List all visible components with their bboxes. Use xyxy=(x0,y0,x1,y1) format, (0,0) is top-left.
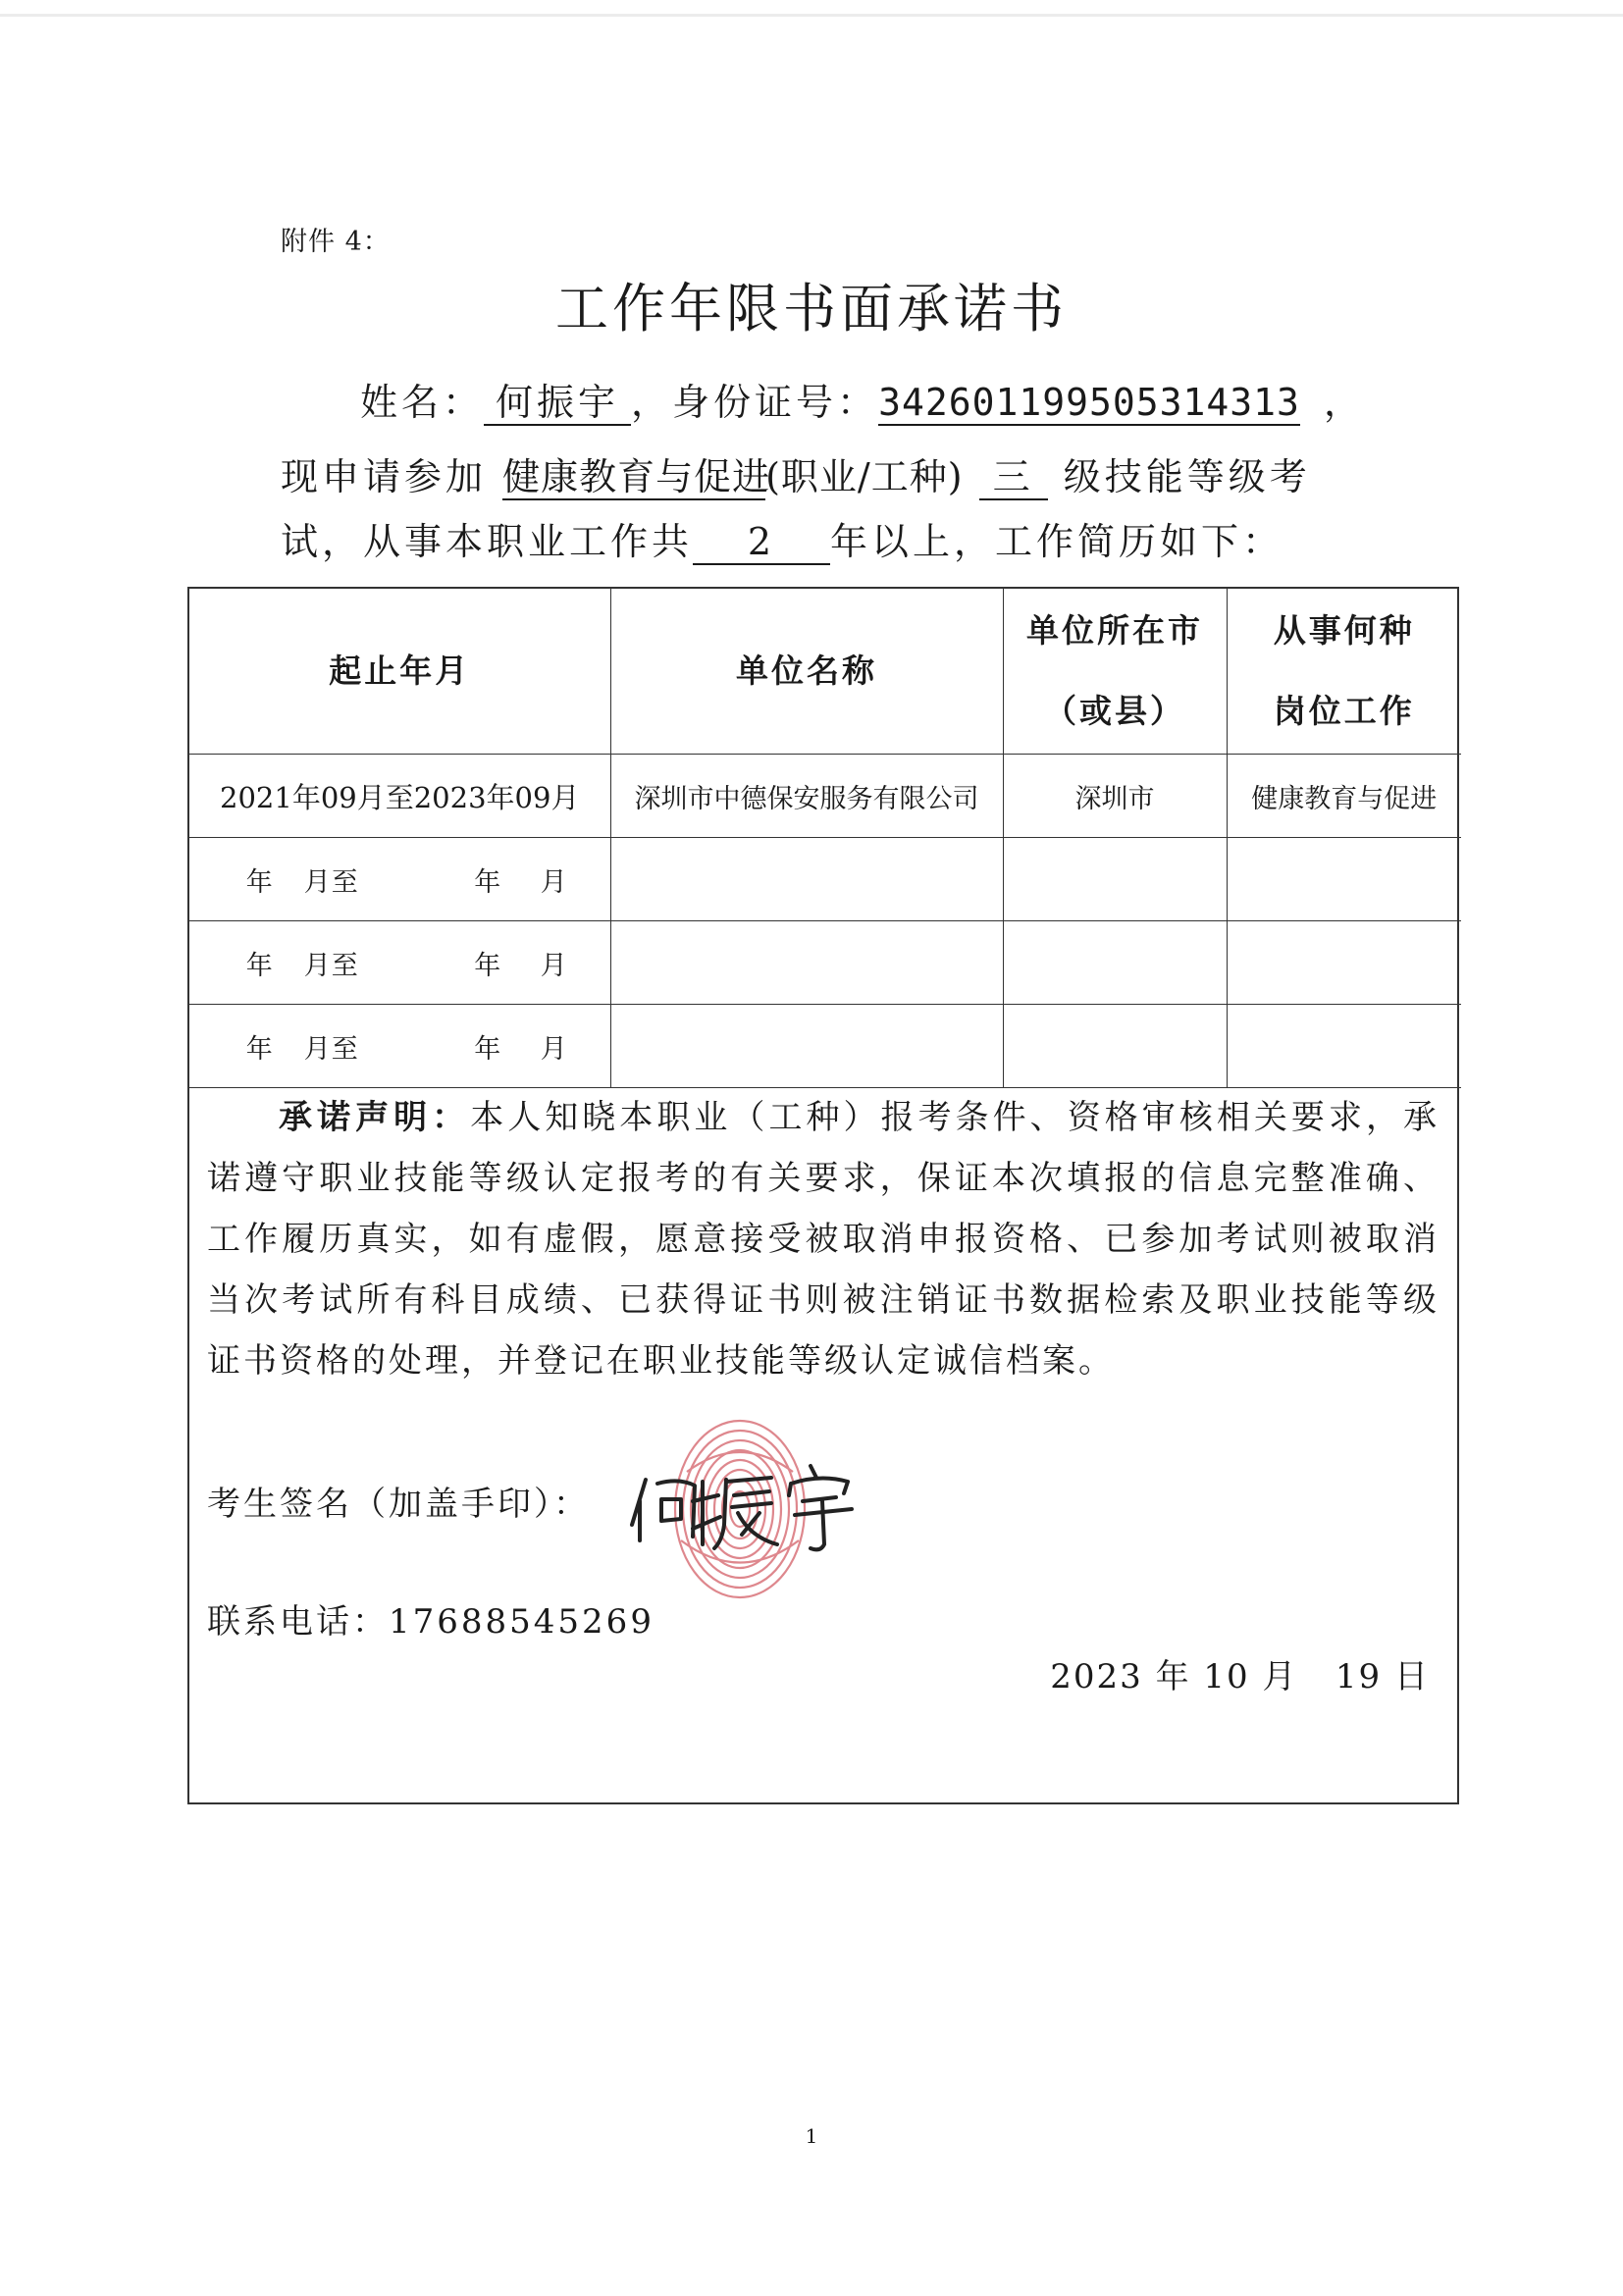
city-cell xyxy=(1003,1005,1227,1088)
period-year-start: 年 xyxy=(245,866,274,898)
level-suffix: 级技能等级考 xyxy=(1063,455,1311,498)
apply-prefix: 现申请参加 xyxy=(281,455,488,498)
period-cell xyxy=(189,838,610,921)
period-month-start: 月至 xyxy=(303,950,359,981)
document-title: 工作年限书面承诺书 xyxy=(555,278,1068,339)
level-field: 三 xyxy=(979,455,1048,500)
company-cell xyxy=(610,838,1003,921)
date-year-unit: 年 xyxy=(1155,1657,1191,1696)
signature-label: 考生签名（加盖手印）： xyxy=(207,1485,590,1524)
commitment-declaration xyxy=(207,1087,1440,1391)
period-cell xyxy=(189,1005,610,1088)
table-row xyxy=(189,1005,1461,1088)
city-cell xyxy=(1003,838,1227,921)
header-position xyxy=(1227,589,1461,755)
period-year-end: 年 xyxy=(474,1033,502,1065)
company-cell xyxy=(610,921,1003,1005)
years-prefix: 试，从事本职业工作共 xyxy=(281,520,694,563)
handwritten-signature xyxy=(624,1442,874,1560)
header-company: 单位名称 xyxy=(610,589,1003,755)
period-cell: 2021年09月至2023年09月 xyxy=(189,755,610,838)
work-history-table xyxy=(189,589,1461,1088)
period-year-end: 年 xyxy=(474,950,502,981)
period-month-start: 月至 xyxy=(303,1033,359,1065)
period-month-end: 月 xyxy=(540,1033,568,1065)
id-label: ，身份证号： xyxy=(631,381,879,424)
header-position-line2: 岗位工作 xyxy=(1273,692,1415,730)
phone-label: 联系电话： xyxy=(207,1602,389,1642)
period-year-start: 年 xyxy=(245,950,274,981)
period-month-end: 月 xyxy=(540,866,568,898)
date-year: 2023 xyxy=(1050,1657,1143,1696)
years-suffix: 年以上，工作简历如下： xyxy=(830,520,1284,563)
id-suffix: ， xyxy=(1324,381,1366,424)
scan-edge-line xyxy=(0,14,1623,17)
header-period: 起止年月 xyxy=(189,589,610,755)
header-city-line1: 单位所在市 xyxy=(1026,611,1203,650)
name-label: 姓名： xyxy=(360,381,485,424)
name-field: 何振宇 xyxy=(484,381,631,426)
id-number-field: 342601199505314313 xyxy=(878,381,1300,424)
city-cell: 深圳市 xyxy=(1003,755,1227,838)
table-header-row xyxy=(189,589,1461,755)
period-cell xyxy=(189,921,610,1005)
attachment-label: 附件 4： xyxy=(281,227,391,257)
page-number: 1 xyxy=(805,2124,818,2148)
declaration-heading: 承诺声明： xyxy=(278,1098,471,1137)
contact-phone xyxy=(207,1594,654,1643)
date-month: 10 xyxy=(1203,1657,1250,1696)
date-day-unit: 日 xyxy=(1394,1657,1430,1696)
occupation-suffix: (职业/工种) xyxy=(765,455,964,498)
header-city xyxy=(1003,589,1227,755)
date-month-unit: 月 xyxy=(1262,1657,1298,1696)
header-position-line1: 从事何种 xyxy=(1273,611,1415,650)
signing-date xyxy=(1050,1649,1430,1697)
table-row xyxy=(189,921,1461,1005)
date-day: 19 xyxy=(1335,1657,1383,1696)
declaration-body: 本人知晓本职业（工种）报考条件、资格审核相关要求，承诺遵守职业技能等级认定报考的有关要求，保证本次填报的信息完整准确、工作履历真实，如有虚假，愿意接受被取消申报资格、已参加考试则被取消当次考试所有科目成绩、已获得证书则被注销证书数据检索及职业技能等级证书资格的处理，并登记在职业技能等级认定诚信档案。 xyxy=(207,1098,1440,1381)
period-month-end: 月 xyxy=(540,950,568,981)
period-year-end: 年 xyxy=(474,866,502,898)
company-cell: 深圳市中德保安服务有限公司 xyxy=(610,755,1003,838)
position-cell xyxy=(1227,921,1461,1005)
table-row xyxy=(189,838,1461,921)
phone-value: 17688545269 xyxy=(389,1602,654,1642)
intro-line-3 xyxy=(281,517,1283,566)
city-cell xyxy=(1003,921,1227,1005)
position-cell xyxy=(1227,838,1461,921)
period-month-start: 月至 xyxy=(303,866,359,898)
occupation-field: 健康教育与促进 xyxy=(502,455,771,498)
intro-line-1 xyxy=(360,378,1365,427)
company-cell xyxy=(610,1005,1003,1088)
work-history-form xyxy=(187,587,1459,1804)
years-field: 2 xyxy=(693,520,830,565)
period-year-start: 年 xyxy=(245,1033,274,1065)
position-cell: 健康教育与促进 xyxy=(1227,755,1461,838)
header-city-line2: （或县） xyxy=(1044,692,1185,730)
intro-line-2 xyxy=(281,452,1311,501)
position-cell xyxy=(1227,1005,1461,1088)
table-row xyxy=(189,755,1461,838)
